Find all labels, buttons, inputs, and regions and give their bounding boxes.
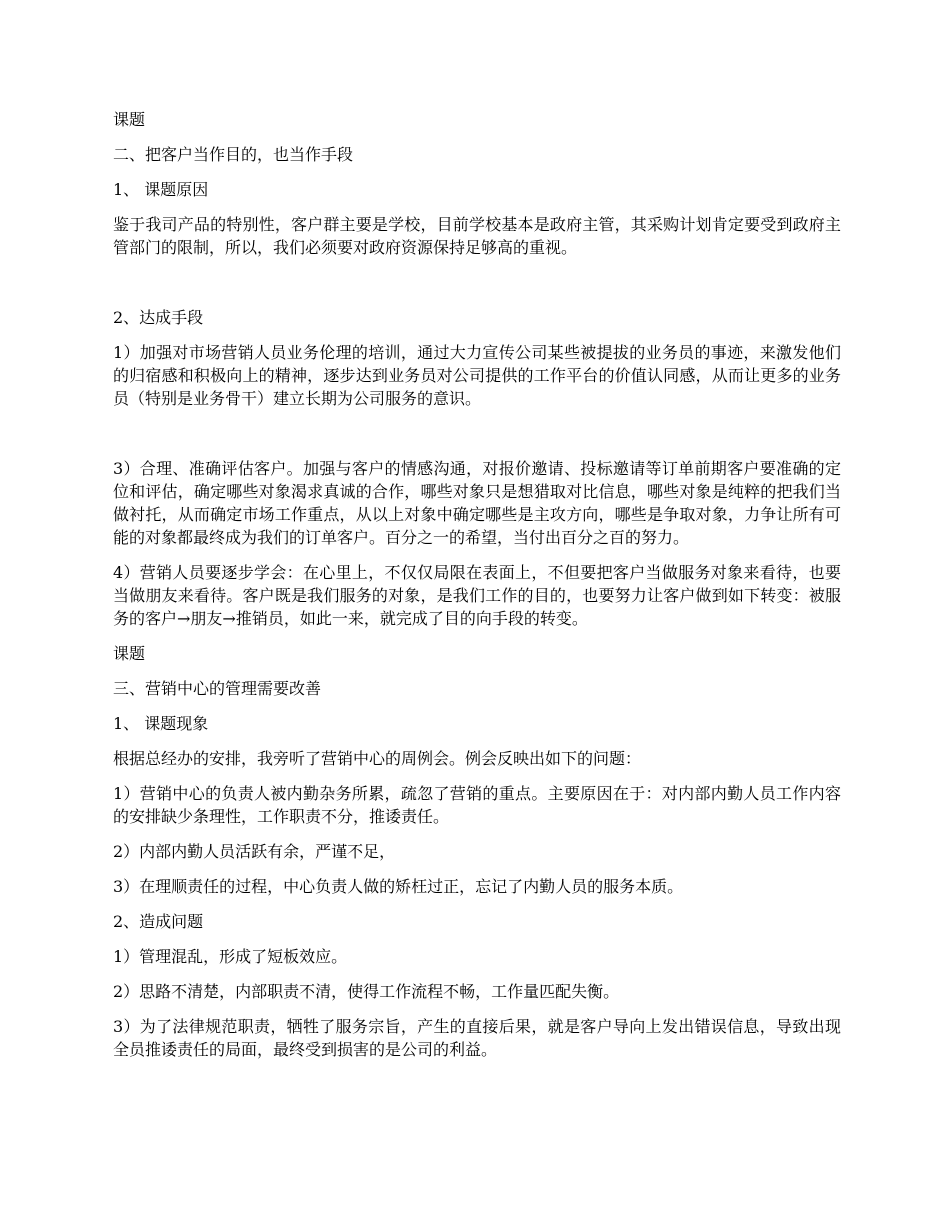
- section-label: 课题: [113, 644, 146, 663]
- body-paragraph: 根据总经办的安排，我旁听了营销中心的周例会。例会反映出如下的问题：: [113, 749, 642, 768]
- subsection-heading: 2、达成手段: [113, 308, 204, 327]
- body-paragraph: 鉴于我司产品的特别性，客户群主要是学校，目前学校基本是政府主管，其采购计划肯定要受到政府主管部门的限制，所以，我们必须要对政府资源保持足够高的重视。: [113, 215, 841, 257]
- body-paragraph: 3）在理顺责任的过程，中心负责人做的矫枉过正，忘记了内勤人员的服务本质。: [113, 877, 684, 896]
- section-label: 课题: [113, 110, 146, 129]
- subsection-heading: 2、造成问题: [113, 912, 204, 931]
- subsection-heading: 1、 课题原因: [113, 180, 209, 199]
- document-body: [113, 108, 841, 1073]
- paragraph-spacer: [113, 271, 841, 306]
- body-paragraph: 2）思路不清楚，内部职责不清，使得工作流程不畅，工作量匹配失衡。: [113, 982, 620, 1001]
- body-paragraph: 1）管理混乱，形成了短板效应。: [113, 947, 348, 966]
- paragraph-spacer: [113, 422, 841, 457]
- section-heading: 三、营销中心的管理需要改善: [113, 679, 322, 698]
- section-heading: 二、把客户当作目的，也当作手段: [113, 145, 354, 164]
- subsection-heading: 1、 课题现象: [113, 714, 209, 733]
- body-paragraph: 1）营销中心的负责人被内勤杂务所累，疏忽了营销的重点。主要原因在于：对内部内勤人员工作内容的安排缺少条理性，工作职责不分，推诿责任。: [113, 784, 841, 826]
- body-paragraph: 1）加强对市场营销人员业务伦理的培训，通过大力宣传公司某些被提拔的业务员的事迹，来激发他们的归宿感和积极向上的精神，逐步达到业务员对公司提供的工作平台的价值认同感，从而让更多的业务员（特别是业务骨干）建立长期为公司服务的意识。: [113, 343, 841, 408]
- body-paragraph: 3）为了法律规范职责，牺牲了服务宗旨，产生的直接后果，就是客户导向上发出错误信息，导致出现全员推诿责任的局面，最终受到损害的是公司的利益。: [113, 1017, 841, 1059]
- body-paragraph: 2）内部内勤人员活跃有余，严谨不足，: [113, 842, 396, 861]
- body-paragraph: 4）营销人员要逐步学会：在心里上，不仅仅局限在表面上，不但要把客户当做服务对象来看待，也要当做朋友来看待。客户既是我们服务的对象，是我们工作的目的，也要努力让客户做到如下转变：被服务的客户→朋友→推销员，如此一来，就完成了目的向手段的转变。: [113, 563, 841, 628]
- body-paragraph: 3）合理、准确评估客户。加强与客户的情感沟通，对报价邀请、投标邀请等订单前期客户要准确的定位和评估，确定哪些对象渴求真诚的合作，哪些对象只是想猎取对比信息，哪些对象是纯粹的把我们当做衬托，从而确定市场工作重点，从以上对象中确定哪些是主攻方向，哪些是争取对象，力争让所有可能的对象都最终成为我们的订单客户。百分之一的希望，当付出百分之百的努力。: [113, 459, 841, 547]
